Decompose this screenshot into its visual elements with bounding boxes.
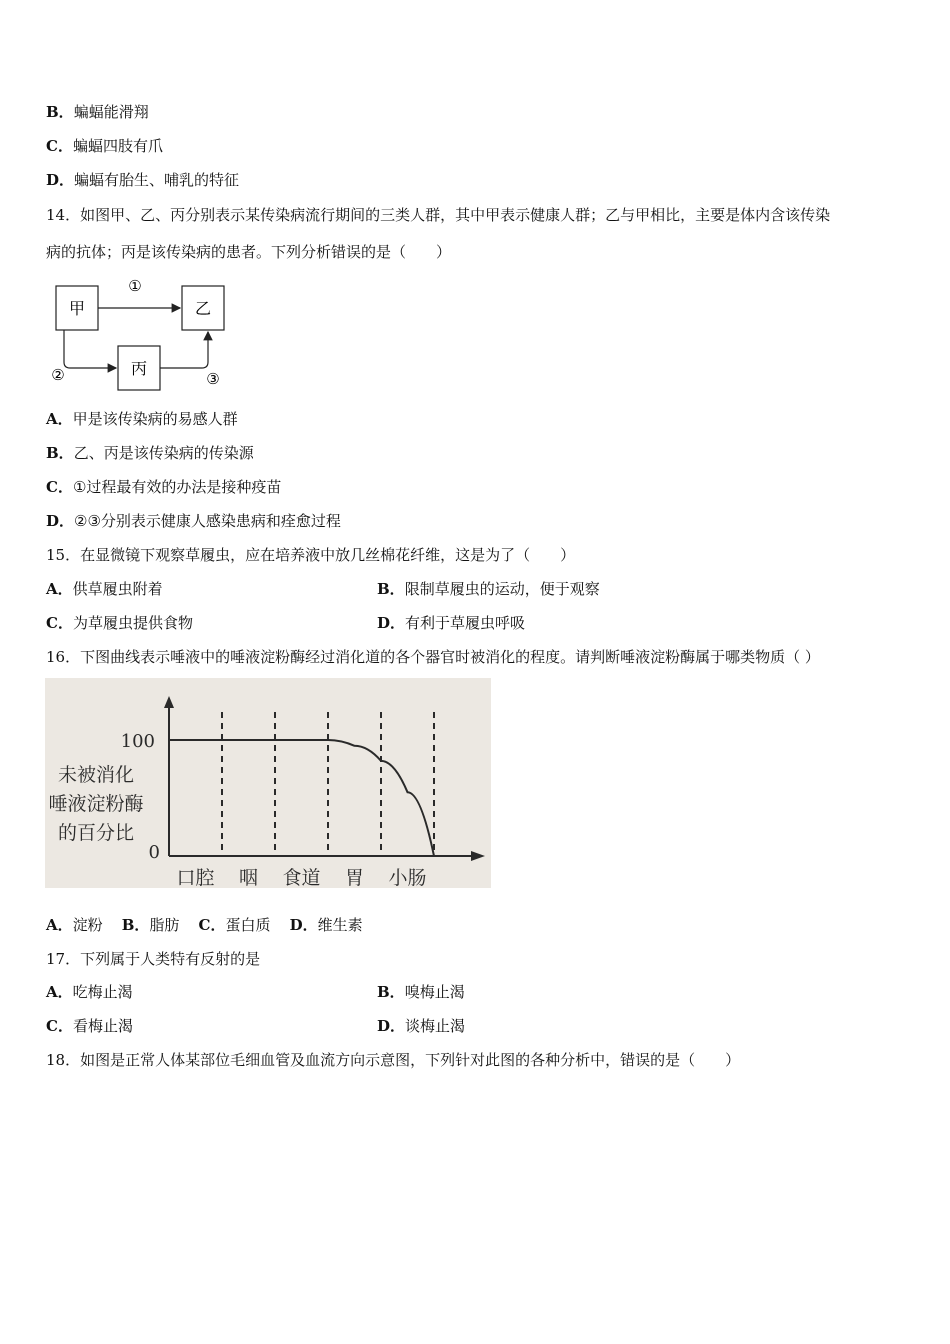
x-tick-label: 食道 xyxy=(282,867,321,888)
option-text: 看梅止渴 xyxy=(72,1017,133,1035)
label-1: ① xyxy=(128,277,142,295)
x-tick-label: 小肠 xyxy=(388,867,427,888)
option-text: ①过程最有效的办法是接种疫苗 xyxy=(72,478,282,496)
option-text: 吃梅止渴 xyxy=(72,983,133,1001)
q14-stem-line1: 14．如图甲、乙、丙分别表示某传染病流行期间的三类人群，其中甲表示健康人群；乙与甲相比，主要是体内含该传染 xyxy=(46,206,831,224)
option-text: 蝙蝠四肢有爪 xyxy=(72,137,163,155)
q15-option-b xyxy=(377,579,600,599)
q16-stem: 16．下图曲线表示唾液中的唾液淀粉酶经过消化道的各个器官时被消化的程度。请判断唾液淀粉酶属于哪类物质（ ） xyxy=(46,648,820,666)
arrow-3 xyxy=(160,332,208,368)
q18-stem: 18．如图是正常人体某部位毛细血管及血流方向示意图，下列针对此图的各种分析中，错误的是（ ） xyxy=(46,1051,741,1069)
option-text: 乙、丙是该传染病的传染源 xyxy=(73,444,254,462)
option-letter: D． xyxy=(289,916,318,934)
box-yi-label: 乙 xyxy=(194,299,212,318)
box-jia-label: 甲 xyxy=(68,299,86,318)
q17-option-b xyxy=(377,982,465,1002)
option-letter: B． xyxy=(121,916,150,934)
q14-stem-line2: 病的抗体；丙是该传染病的患者。下列分析错误的是（ ） xyxy=(46,243,452,261)
option-text: 有利于草履虫呼吸 xyxy=(405,614,526,632)
y-tick-label: 0 xyxy=(148,842,160,863)
option-text: 维生素 xyxy=(317,916,363,934)
y-tick-label: 100 xyxy=(120,731,155,752)
option-text: 蝙蝠能滑翔 xyxy=(73,103,149,121)
option-letter: B． xyxy=(377,983,405,1001)
digestion-curve-chart xyxy=(45,678,491,888)
option-letter: B． xyxy=(377,580,405,598)
box-bing-label: 丙 xyxy=(130,359,148,378)
option-letter: C． xyxy=(46,1017,73,1035)
q14-flow-diagram xyxy=(46,272,246,396)
q15-option-a xyxy=(46,579,163,599)
q15-option-c xyxy=(46,613,193,633)
option-letter: D． xyxy=(377,1017,406,1035)
q15-option-d xyxy=(377,613,525,633)
q17-stem: 17．下列属于人类特有反射的是 xyxy=(46,950,261,968)
q14-option-a xyxy=(46,409,238,429)
option-letter: A． xyxy=(46,983,73,1001)
label-2: ② xyxy=(51,366,65,384)
option-letter: C． xyxy=(46,478,73,496)
x-tick-label: 口腔 xyxy=(176,867,215,888)
q14-option-d xyxy=(46,511,341,531)
q15-stem: 15．在显微镜下观察草履虫，应在培养液中放几丝棉花纤维，这是为了（ ） xyxy=(46,546,576,564)
option-text: 供草履虫附着 xyxy=(72,580,163,598)
q17-option-d xyxy=(377,1016,465,1036)
q13-option-b xyxy=(46,102,149,122)
option-text: 为草履虫提供食物 xyxy=(72,614,193,632)
option-letter: B． xyxy=(46,444,74,462)
label-3: ③ xyxy=(206,370,220,388)
option-letter: D． xyxy=(377,614,406,632)
option-text: 蝙蝠有胎生、哺乳的特征 xyxy=(74,171,240,189)
q13-option-c xyxy=(46,136,163,156)
option-letter: A． xyxy=(46,916,73,934)
x-tick-label: 咽 xyxy=(238,867,259,888)
option-text: 蛋白质 xyxy=(225,916,271,934)
option-text: 脂肪 xyxy=(149,916,180,934)
option-letter: A． xyxy=(46,580,73,598)
option-letter: D． xyxy=(46,171,75,189)
q16-options xyxy=(46,915,363,935)
q17-option-c xyxy=(46,1016,133,1036)
y-axis-label: 唾液淀粉酶 xyxy=(48,793,144,815)
option-text: 甲是该传染病的易感人群 xyxy=(72,410,238,428)
option-letter: B． xyxy=(46,103,74,121)
y-axis-label: 的百分比 xyxy=(57,822,135,844)
q14-option-b xyxy=(46,443,254,463)
option-text: 谈梅止渴 xyxy=(405,1017,466,1035)
option-letter: C． xyxy=(198,916,226,934)
q14-option-c xyxy=(46,477,281,497)
option-letter: D． xyxy=(46,512,75,530)
option-letter: C． xyxy=(46,137,73,155)
q17-option-a xyxy=(46,982,133,1002)
option-text: ②③分别表示健康人感染患病和痊愈过程 xyxy=(74,512,341,530)
option-text: 限制草履虫的运动，便于观察 xyxy=(404,580,600,598)
y-axis-label: 未被消化 xyxy=(57,764,135,786)
arrow-2 xyxy=(64,330,116,368)
q13-option-d xyxy=(46,170,239,190)
option-text: 嗅梅止渴 xyxy=(404,983,465,1001)
x-tick-label: 胃 xyxy=(344,867,365,888)
option-letter: A． xyxy=(46,410,73,428)
option-text: 淀粉 xyxy=(72,916,103,934)
option-letter: C． xyxy=(46,614,73,632)
